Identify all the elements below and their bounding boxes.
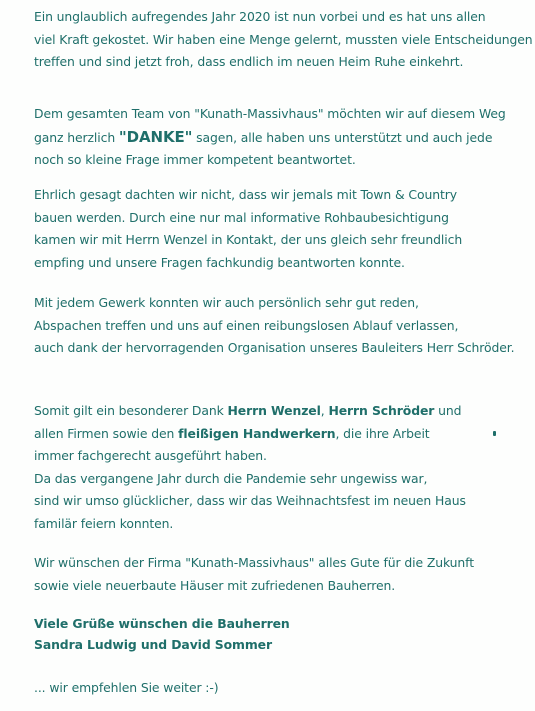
text-line: Wir wünschen der Firma "Kunath-Massivhaus" alles Gute für die Zukunft	[34, 555, 474, 570]
postscript	[34, 677, 534, 700]
paragraph-town-country	[34, 184, 534, 274]
text-line: Ein unglaublich aufregendes Jahr 2020 ist nun vorbei und es hat uns allen	[34, 9, 486, 24]
text-segment: , die ihre Arbeit	[335, 425, 430, 441]
text-line: sowie viele neuerbaute Häuser mit zufriedenen Bauherren.	[34, 577, 396, 593]
text-line: Sandra Ludwig und David Sommer	[34, 637, 272, 652]
text-line: viel Kraft gekostet. Wir haben eine Menge gelernt, mussten viele Entscheidungen	[34, 31, 533, 47]
text-line: kamen wir mit Herrn Wenzel in Kontakt, der uns gleich sehr freundlich	[34, 232, 463, 247]
text-line: auch dank der hervorragenden Organisation unseres Bauleiters Herr Schröder.	[34, 340, 515, 355]
text-line: noch so kleine Frage immer kompetent beantwortet.	[34, 152, 356, 167]
text-segment: ganz herzlich	[34, 129, 119, 145]
text-segment: Somit gilt ein besonderer Dank	[34, 403, 228, 418]
paragraph-special-thanks	[34, 400, 534, 535]
text-line: empfing und unsere Fragen fachkundig beantworten konnte.	[34, 254, 405, 270]
name-emphasis: Herrn Schröder	[328, 403, 435, 418]
text-line: Ehrlich gesagt dachten wir nicht, dass wir jemals mit Town & Country	[34, 187, 457, 202]
text-segment: ,	[320, 403, 329, 418]
craftsmen-emphasis: fleißigen Handwerkern	[178, 425, 336, 441]
text-line: Da das vergangene Jahr durch die Pandemie sehr ungewiss war,	[34, 470, 428, 486]
text-line: Abspachen treffen und uns auf einen reibungslosen Ablauf verlassen,	[34, 317, 459, 333]
text-line: Mit jedem Gewerk konnten wir auch persönlich sehr gut reden,	[34, 295, 419, 310]
text-line: ... wir empfehlen Sie weiter :-)	[34, 680, 219, 695]
text-line: treffen und sind jetzt froh, dass endlich im neuen Heim Ruhe einkehrt.	[34, 54, 464, 69]
text-line: immer fachgerecht ausgeführt haben.	[34, 448, 267, 463]
text-line	[34, 400, 534, 423]
text-line: Dem gesamten Team von "Kunath-Massivhaus" möchten wir auf diesem Weg	[34, 106, 506, 121]
text-segment: allen Firmen sowie den	[34, 425, 179, 441]
text-line: sind wir umso glücklicher, dass wir das Weihnachtsfest im neuen Haus	[34, 493, 466, 508]
closing-signature	[34, 613, 534, 655]
text-line: familär feiern konnten.	[34, 515, 174, 531]
ink-dot	[493, 431, 496, 436]
paragraph-thanks	[34, 103, 534, 172]
text-segment: und	[434, 403, 462, 418]
paragraph-intro	[34, 6, 534, 74]
text-line	[34, 126, 534, 150]
text-line: bauen werden. Durch eine nur mal informative Rohbaubesichtigung	[34, 209, 449, 225]
text-line	[34, 423, 534, 446]
paragraph-gewerk	[34, 292, 534, 360]
text-segment: sagen, alle haben uns unterstützt und auch jede	[192, 129, 493, 145]
name-emphasis: Herrn Wenzel	[227, 403, 321, 418]
paragraph-wishes	[34, 552, 534, 597]
text-line: Viele Grüße wünschen die Bauherren	[34, 616, 290, 631]
danke-emphasis: "DANKE"	[118, 127, 193, 146]
